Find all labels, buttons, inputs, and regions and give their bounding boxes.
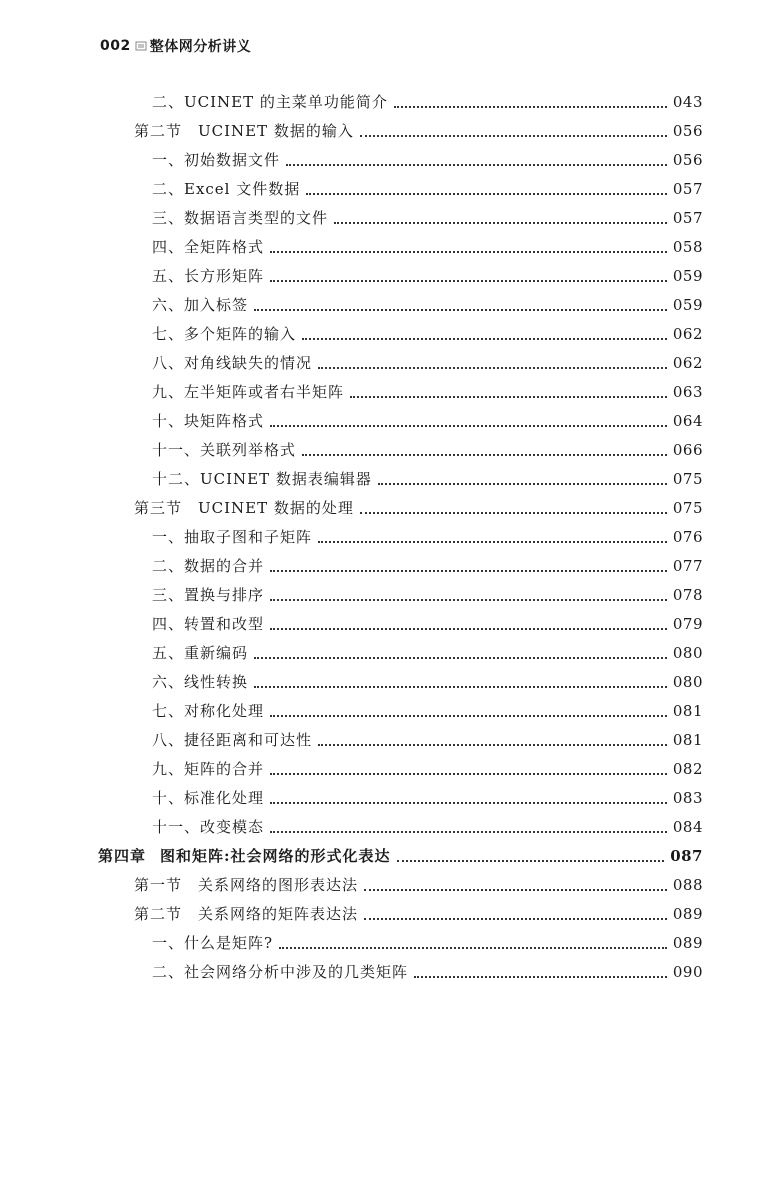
dot-leader bbox=[318, 744, 667, 746]
toc-entry-item[interactable] bbox=[152, 88, 703, 117]
toc-entry-text: 九、左半矩阵或者右半矩阵 bbox=[152, 383, 345, 401]
toc-entry-label: 第二节 bbox=[134, 122, 183, 140]
toc-entry-page: 078 bbox=[672, 586, 703, 604]
toc-entry-title bbox=[152, 320, 296, 349]
toc-entry-title bbox=[152, 697, 264, 726]
dot-leader bbox=[270, 802, 667, 804]
toc-entry-title bbox=[152, 784, 264, 813]
toc-entry-title bbox=[134, 871, 358, 900]
toc-entry-page: 075 bbox=[672, 470, 703, 488]
toc-entry-title bbox=[152, 233, 264, 262]
toc-entry-page: 062 bbox=[672, 325, 703, 343]
toc-entry-title bbox=[152, 175, 300, 204]
running-header bbox=[100, 36, 251, 56]
dot-leader bbox=[414, 976, 667, 978]
dot-leader bbox=[318, 367, 667, 369]
toc-entry-section[interactable] bbox=[134, 494, 703, 523]
dot-leader bbox=[302, 454, 667, 456]
toc-entry-page: 056 bbox=[672, 122, 703, 140]
dot-leader bbox=[270, 599, 667, 601]
toc-entry-section[interactable] bbox=[134, 871, 703, 900]
toc-entry-text: 十一、改变模态 bbox=[152, 818, 265, 836]
toc-entry-text: 三、数据语言类型的文件 bbox=[152, 209, 329, 227]
toc-entry-item[interactable] bbox=[152, 581, 703, 610]
toc-entry-title bbox=[152, 349, 312, 378]
toc-entry-text: 六、加入标签 bbox=[152, 296, 249, 314]
toc-entry-text: 三、置换与排序 bbox=[152, 586, 265, 604]
dot-leader bbox=[270, 628, 667, 630]
toc-entry-title bbox=[152, 262, 264, 291]
dot-leader bbox=[254, 657, 667, 659]
toc-entry-title bbox=[152, 88, 388, 117]
toc-entry-text: 二、UCINET 的主菜单功能简介 bbox=[152, 93, 388, 111]
dot-leader bbox=[270, 831, 667, 833]
toc-entry-item[interactable] bbox=[152, 349, 703, 378]
toc-entry-page: 080 bbox=[672, 644, 703, 662]
toc-entry-text: 六、线性转换 bbox=[152, 673, 249, 691]
toc-entry-section[interactable] bbox=[134, 900, 703, 929]
toc-entry-title bbox=[152, 668, 248, 697]
dot-leader bbox=[394, 106, 667, 108]
dot-leader bbox=[334, 222, 667, 224]
toc-entry-text: 一、抽取子图和子矩阵 bbox=[152, 528, 313, 546]
dot-leader bbox=[286, 164, 667, 166]
toc-entry-text: 二、数据的合并 bbox=[152, 557, 265, 575]
dot-leader bbox=[254, 309, 667, 311]
toc-entry-page: 077 bbox=[672, 557, 703, 575]
dot-leader bbox=[318, 541, 667, 543]
toc-entry-item[interactable] bbox=[152, 407, 703, 436]
dot-leader bbox=[270, 570, 667, 572]
toc-entry-title bbox=[134, 494, 354, 523]
toc-entry-page: 063 bbox=[672, 383, 703, 401]
toc-entry-text: 八、捷径距离和可达性 bbox=[152, 731, 313, 749]
toc-entry-title bbox=[152, 378, 344, 407]
toc-entry-page: 081 bbox=[672, 731, 703, 749]
toc-entry-title bbox=[152, 813, 264, 842]
toc-entry-item[interactable] bbox=[152, 929, 703, 958]
toc-entry-title bbox=[134, 900, 358, 929]
toc-entry-page: 043 bbox=[672, 93, 703, 111]
toc-entry-item[interactable] bbox=[152, 726, 703, 755]
toc-entry-page: 084 bbox=[672, 818, 703, 836]
toc-entry-text: 五、重新编码 bbox=[152, 644, 249, 662]
toc-entry-item[interactable] bbox=[152, 668, 703, 697]
toc-entry-page: 079 bbox=[672, 615, 703, 633]
toc-entry-title bbox=[98, 842, 391, 871]
toc-entry-text: 十一、关联列举格式 bbox=[152, 441, 297, 459]
header-book-title: 整体网分析讲义 bbox=[149, 39, 252, 55]
toc-entry-item[interactable] bbox=[152, 233, 703, 262]
dot-leader bbox=[279, 947, 667, 949]
header-page-number: 002 bbox=[100, 38, 131, 54]
toc-entry-item[interactable] bbox=[152, 204, 703, 233]
toc-entry-text: 十、块矩阵格式 bbox=[152, 412, 265, 430]
toc-entry-title bbox=[152, 552, 264, 581]
toc-entry-page: 080 bbox=[672, 673, 703, 691]
toc-entry-item[interactable] bbox=[152, 175, 703, 204]
dot-leader bbox=[302, 338, 667, 340]
toc-entry-item[interactable] bbox=[152, 436, 703, 465]
toc-entry-label: 第四章 bbox=[98, 847, 147, 865]
toc-entry-text: UCINET 数据的输入 bbox=[198, 122, 354, 140]
toc-entry-title bbox=[152, 291, 248, 320]
toc-entry-page: 081 bbox=[672, 702, 703, 720]
toc-entry-page: 058 bbox=[672, 238, 703, 256]
toc-entry-page: 066 bbox=[672, 441, 703, 459]
toc-entry-page: 089 bbox=[672, 905, 703, 923]
toc-entry-page: 059 bbox=[672, 267, 703, 285]
toc-entry-page: 090 bbox=[672, 963, 703, 981]
toc-entry-item[interactable] bbox=[152, 320, 703, 349]
toc-entry-item[interactable] bbox=[152, 291, 703, 320]
toc-entry-title bbox=[152, 610, 264, 639]
toc-entry-page: 076 bbox=[672, 528, 703, 546]
toc-entry-item[interactable] bbox=[152, 552, 703, 581]
toc-entry-page: 088 bbox=[672, 876, 703, 894]
toc-entry-item[interactable] bbox=[152, 755, 703, 784]
toc-entry-text: 十、标准化处理 bbox=[152, 789, 265, 807]
toc-entry-item[interactable] bbox=[152, 262, 703, 291]
toc-entry-title bbox=[152, 465, 372, 494]
toc-entry-item[interactable] bbox=[152, 958, 703, 987]
dot-leader bbox=[364, 889, 667, 891]
toc-entry-text: 关系网络的矩阵表达法 bbox=[198, 905, 359, 923]
toc-entry-page: 064 bbox=[672, 412, 703, 430]
toc-entry-text: 七、对称化处理 bbox=[152, 702, 265, 720]
toc-entry-item[interactable] bbox=[152, 610, 703, 639]
toc-entry-title bbox=[152, 204, 328, 233]
toc-entry-page: 056 bbox=[672, 151, 703, 169]
dot-leader bbox=[350, 396, 667, 398]
dot-leader bbox=[364, 918, 667, 920]
toc-entry-text: UCINET 数据的处理 bbox=[198, 499, 354, 517]
dot-leader bbox=[270, 280, 667, 282]
toc-entry-text: 十二、UCINET 数据表编辑器 bbox=[152, 470, 372, 488]
toc-entry-item[interactable] bbox=[152, 146, 703, 175]
toc-entry-text: 图和矩阵:社会网络的形式化表达 bbox=[160, 847, 391, 865]
toc-entry-title bbox=[152, 407, 264, 436]
ornament-icon bbox=[135, 40, 147, 52]
toc-entry-title bbox=[152, 146, 280, 175]
toc-entry-item[interactable] bbox=[152, 639, 703, 668]
dot-leader bbox=[270, 251, 667, 253]
toc-entry-text: 五、长方形矩阵 bbox=[152, 267, 265, 285]
toc-entry-text: 四、转置和改型 bbox=[152, 615, 265, 633]
toc-entry-title bbox=[152, 958, 408, 987]
dot-leader bbox=[360, 135, 667, 137]
toc-entry-page: 059 bbox=[672, 296, 703, 314]
toc-entry-title bbox=[152, 523, 312, 552]
toc-entry-item[interactable] bbox=[152, 465, 703, 494]
toc-entry-page: 089 bbox=[672, 934, 703, 952]
toc-entry-label: 第二节 bbox=[134, 905, 183, 923]
toc-entry-page: 087 bbox=[670, 847, 703, 865]
dot-leader bbox=[360, 512, 667, 514]
toc-entry-title bbox=[152, 726, 312, 755]
dot-leader bbox=[397, 860, 665, 862]
toc-entry-section[interactable] bbox=[134, 117, 703, 146]
toc-entry-text: 八、对角线缺失的情况 bbox=[152, 354, 313, 372]
toc-entry-text: 二、社会网络分析中涉及的几类矩阵 bbox=[152, 963, 409, 981]
toc-entry-page: 075 bbox=[672, 499, 703, 517]
dot-leader bbox=[270, 773, 667, 775]
toc-entry-page: 082 bbox=[672, 760, 703, 778]
toc-entry-title bbox=[134, 117, 354, 146]
toc-entry-page: 057 bbox=[672, 209, 703, 227]
toc-entry-text: 四、全矩阵格式 bbox=[152, 238, 265, 256]
toc-entry-label: 第一节 bbox=[134, 876, 183, 894]
toc-entry-text: 关系网络的图形表达法 bbox=[198, 876, 359, 894]
toc-entry-item[interactable] bbox=[152, 523, 703, 552]
toc-entry-title bbox=[152, 436, 296, 465]
toc-entry-text: 二、Excel 文件数据 bbox=[152, 180, 301, 198]
toc-entry-text: 九、矩阵的合并 bbox=[152, 760, 265, 778]
toc-entry-item[interactable] bbox=[152, 378, 703, 407]
dot-leader bbox=[270, 715, 667, 717]
dot-leader bbox=[254, 686, 667, 688]
toc-entry-page: 062 bbox=[672, 354, 703, 372]
toc-entry-item[interactable] bbox=[152, 697, 703, 726]
toc-entry-page: 083 bbox=[672, 789, 703, 807]
toc-entry-chapter[interactable] bbox=[98, 842, 703, 871]
dot-leader bbox=[270, 425, 667, 427]
toc-entry-title bbox=[152, 929, 273, 958]
toc-entry-label: 第三节 bbox=[134, 499, 183, 517]
toc-entry-title bbox=[152, 639, 248, 668]
toc-entry-page: 057 bbox=[672, 180, 703, 198]
toc-entry-item[interactable] bbox=[152, 784, 703, 813]
dot-leader bbox=[378, 483, 667, 485]
toc-entry-text: 一、什么是矩阵? bbox=[152, 934, 274, 952]
toc-entry-title bbox=[152, 755, 264, 784]
toc-entry-text: 一、初始数据文件 bbox=[152, 151, 281, 169]
dot-leader bbox=[306, 193, 667, 195]
toc-entry-text: 七、多个矩阵的输入 bbox=[152, 325, 297, 343]
toc-entry-title bbox=[152, 581, 264, 610]
toc-entry-item[interactable] bbox=[152, 813, 703, 842]
